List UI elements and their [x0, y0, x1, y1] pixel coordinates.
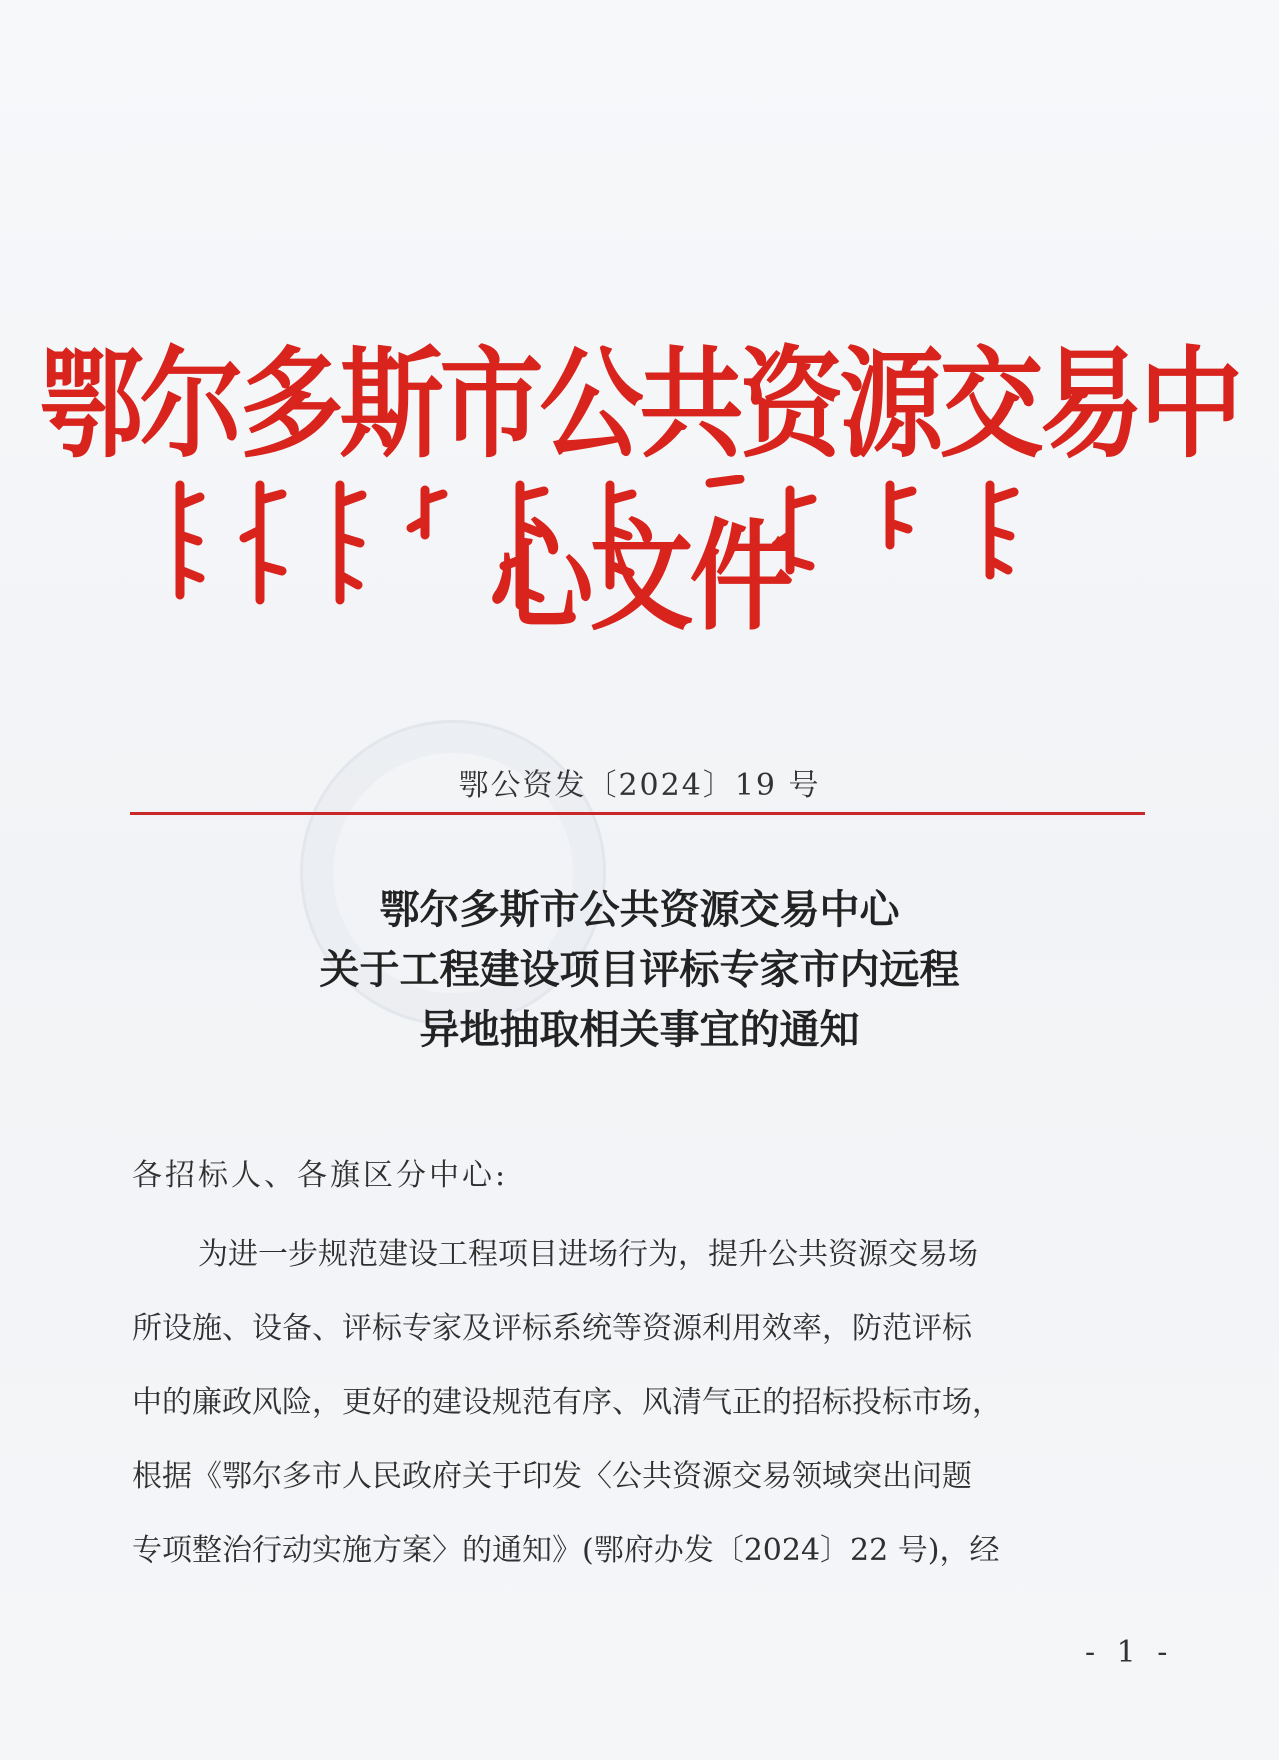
body-line: 为进一步规范建设工程项目进场行为，提升公共资源交易场 — [198, 1237, 978, 1272]
mongolian-script-graphic — [140, 475, 1140, 615]
document-number: 鄂公资发〔2024〕19 号 — [458, 768, 821, 803]
title-line: 异地抽取相关事宜的通知 — [419, 1006, 860, 1053]
red-divider-rule — [130, 812, 1145, 815]
body-line: 中的廉政风险，更好的建设规范有序、风清气正的招标投标市场， — [132, 1385, 1002, 1420]
document-title — [0, 880, 1279, 1060]
page-number: - 1 - — [1085, 1635, 1174, 1670]
body-line: 所设施、设备、评标专家及评标系统等资源利用效率，防范评标 — [132, 1311, 972, 1346]
body-line: 专项整治行动实施方案〉的通知》(鄂府办发〔2024〕22 号)，经 — [132, 1533, 1000, 1568]
body-line: 根据《鄂尔多市人民政府关于印发〈公共资源交易领域突出问题 — [132, 1459, 972, 1494]
mongolian-script-header — [140, 475, 1140, 615]
body-paragraph — [132, 1218, 1172, 1588]
title-line: 关于工程建设项目评标专家市内远程 — [319, 946, 960, 993]
header-title: 鄂尔多斯市公共资源交易中心文件 — [39, 332, 1240, 647]
title-line: 鄂尔多斯市公共资源交易中心 — [379, 886, 900, 933]
recipient-line: 各招标人、各旗区分中心: — [132, 1158, 509, 1193]
